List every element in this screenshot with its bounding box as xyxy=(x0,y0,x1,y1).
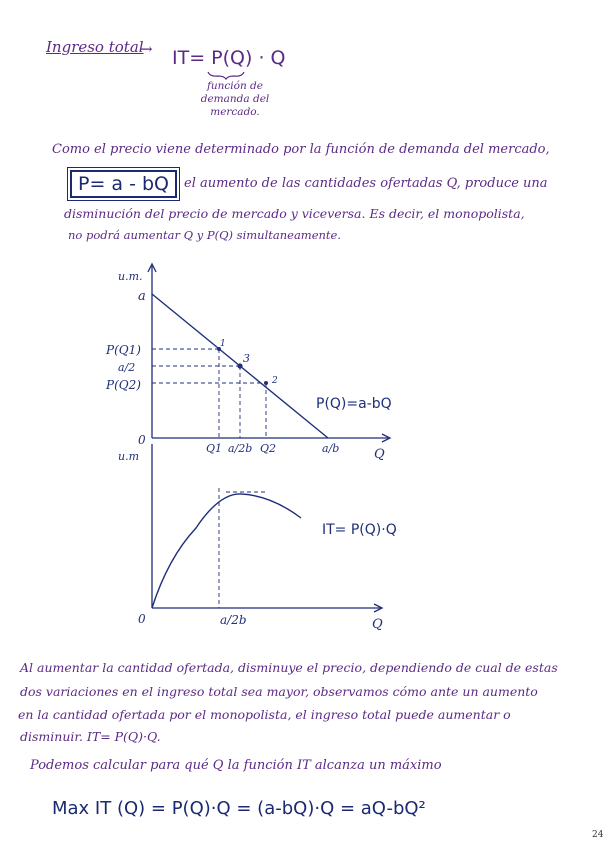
p-q2-label: P(Q2) xyxy=(106,378,141,392)
page-number: 24 xyxy=(592,830,604,840)
top-axes xyxy=(148,264,390,442)
total-revenue-formula: IT= P(Q) · Q xyxy=(172,47,286,69)
max-q-tick: a/2b xyxy=(220,613,247,627)
paragraph-9: Podemos calcular para qué Q la función IT alcanza un máximo xyxy=(30,758,442,773)
paragraph-6: dos variaciones en el ingreso total sea mayor, observamos cómo ante un aumento xyxy=(20,684,538,699)
dashed-guides xyxy=(152,349,266,608)
top-x-axis-label: Q xyxy=(374,447,385,462)
paragraph-5: Al aumentar la cantidad ofertada, disminuye el precio, dependiendo de cual de estas xyxy=(20,660,558,675)
section-title: Ingreso total xyxy=(46,38,144,56)
p-q1-label: P(Q1) xyxy=(106,343,141,357)
underbrace-icon xyxy=(206,70,246,80)
bottom-x-axis-label: Q xyxy=(372,617,383,632)
paragraph-2: el aumento de las cantidades ofertadas Q, produce una xyxy=(184,176,548,191)
q1-tick: Q1 xyxy=(206,442,223,455)
paragraph-8: disminuir. IT= P(Q)·Q. xyxy=(20,729,161,744)
demand-function-note: función de demanda del mercado. xyxy=(200,80,270,118)
intercept-a: a xyxy=(138,289,146,304)
revenue-curve-label: IT= P(Q)·Q xyxy=(322,522,397,538)
paragraph-3: disminución del precio de mercado y viceversa. Es decir, el monopolista, xyxy=(64,206,525,221)
point-2-marker xyxy=(264,381,268,385)
revenue-curve xyxy=(152,494,301,608)
bottom-origin-label: 0 xyxy=(138,612,146,626)
a-2b-tick: a/2b xyxy=(228,442,253,455)
top-y-axis-label: u.m. xyxy=(118,270,143,283)
q2-tick: Q2 xyxy=(260,442,277,455)
paragraph-1: Como el precio viene determinado por la función de demanda del mercado, xyxy=(52,142,550,157)
point-3-label: 3 xyxy=(243,352,250,365)
paragraph-4: no podrá aumentar Q y P(Q) simultaneamente. xyxy=(68,228,341,242)
paragraph-7: en la cantidad ofertada por el monopolista, el ingreso total puede aumentar o xyxy=(18,707,511,722)
point-1-label: 1 xyxy=(220,339,226,349)
demand-curve-label: P(Q)=a-bQ xyxy=(316,396,392,412)
point-3-marker xyxy=(237,363,242,368)
demand-and-revenue-graph xyxy=(96,258,416,638)
top-origin-label: 0 xyxy=(138,433,146,447)
arrow-icon: → xyxy=(140,40,153,58)
point-2-label: 2 xyxy=(272,376,278,386)
a-half-label: a/2 xyxy=(118,361,136,374)
max-revenue-formula: Max IT (Q) = P(Q)·Q = (a-bQ)·Q = aQ-bQ² xyxy=(52,798,426,819)
bottom-y-axis-label: u.m xyxy=(118,450,140,463)
boxed-demand-formula: P= a - bQ xyxy=(70,170,177,198)
a-b-tick: a/b xyxy=(322,442,340,455)
